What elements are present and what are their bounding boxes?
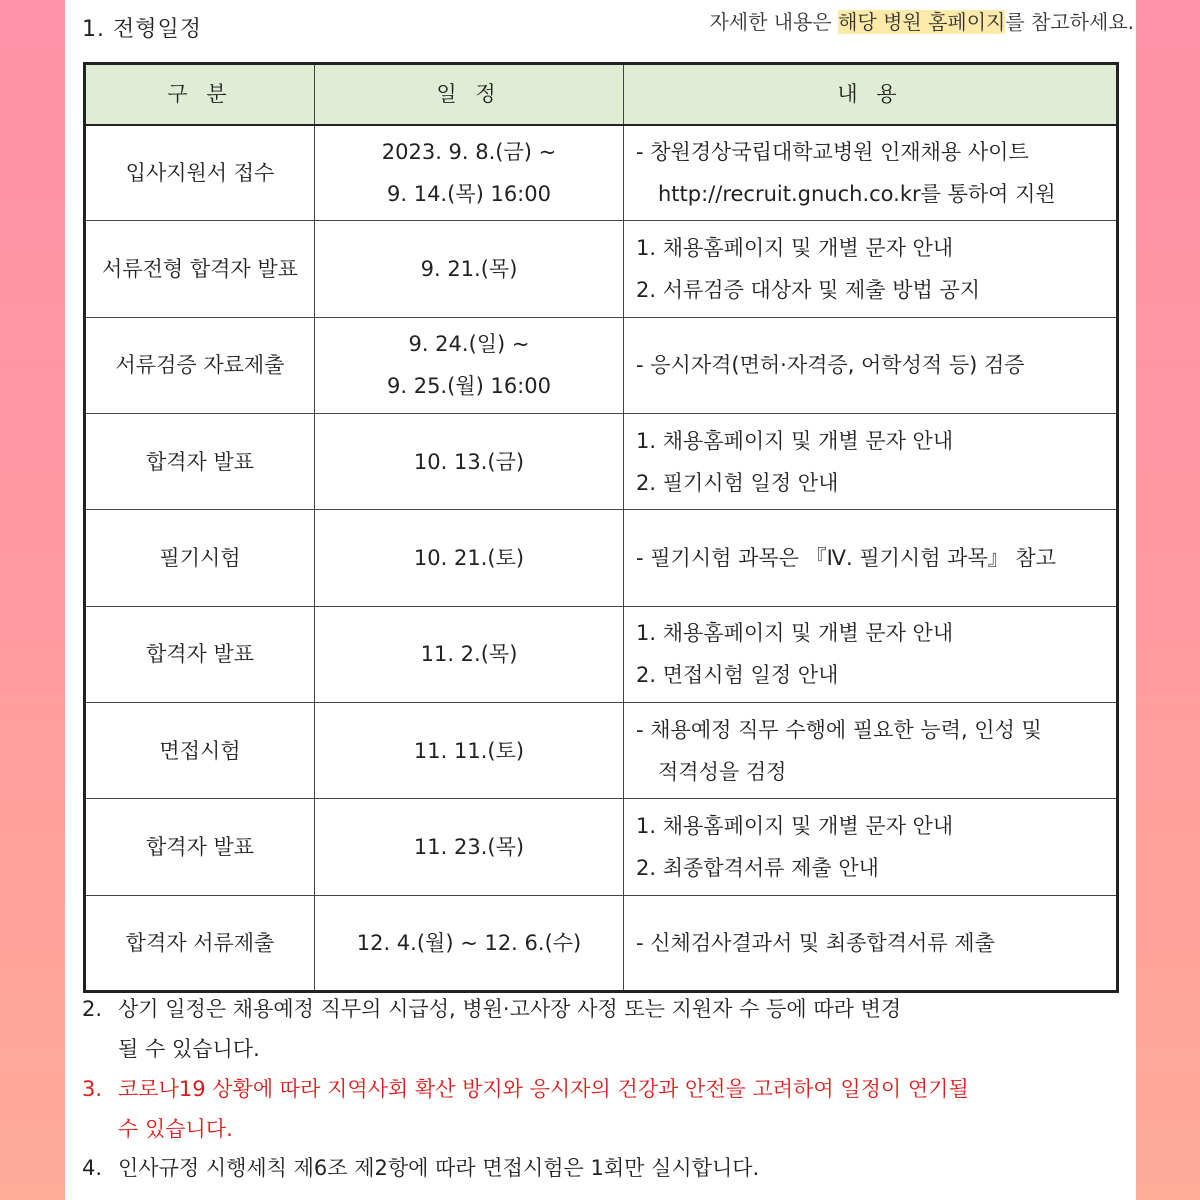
header-category: 구 분 (85, 64, 315, 125)
table-row (85, 510, 1118, 606)
detail-line: - 창원경상국립대학교병원 인재채용 사이트 (636, 139, 1029, 164)
footnote-number: 2. (82, 997, 103, 1021)
detail-line: 1. 채용홈페이지 및 개별 문자 안내 (636, 813, 954, 838)
footnote-4 (82, 1148, 1116, 1188)
stage-cell: 서류검증 자료제출 (85, 317, 315, 413)
detail-line: 1. 채용홈페이지 및 개별 문자 안내 (636, 235, 954, 260)
table-row (85, 413, 1118, 509)
date-line: 9. 14.(목) 16:00 (387, 181, 551, 206)
detail-line: 1. 채용홈페이지 및 개별 문자 안내 (636, 428, 954, 453)
detail-cell: - 신체검사결과서 및 최종합격서류 제출 (624, 895, 1118, 991)
date-cell (315, 317, 624, 413)
table-header-row (85, 64, 1118, 125)
detail-line: 2. 서류검증 대상자 및 제출 방법 공지 (636, 277, 981, 302)
footnote-text: 수 있습니다. (118, 1117, 233, 1141)
detail-line: 2. 필기시험 일정 안내 (636, 470, 839, 495)
footnote-2 (82, 989, 1116, 1069)
table-row (85, 799, 1118, 895)
detail-line: 적격성을 검정 (658, 759, 787, 784)
table-row (85, 221, 1118, 317)
date-line: 9. 25.(월) 16:00 (387, 374, 551, 399)
stage-cell: 입사지원서 접수 (85, 125, 315, 221)
footnote-text: 상기 일정은 채용예정 직무의 시급성, 병원·고사장 사정 또는 지원자 수 등에 따라 변경 (118, 997, 902, 1021)
document-page (65, 0, 1136, 1200)
footnote-text: 인사규정 시행세칙 제6조 제2항에 따라 면접시험은 1회만 실시합니다. (118, 1156, 760, 1180)
stage-cell: 합격자 발표 (85, 799, 315, 895)
footnote-number: 3. (82, 1077, 103, 1101)
detail-line: 1. 채용홈페이지 및 개별 문자 안내 (636, 621, 954, 646)
date-cell: 12. 4.(월) ~ 12. 6.(수) (315, 895, 624, 991)
date-cell: 11. 2.(목) (315, 606, 624, 702)
detail-cell (624, 413, 1118, 509)
detail-line: - 채용예정 직무 수행에 필요한 능력, 인성 및 (636, 717, 1042, 742)
footnote-number: 4. (82, 1156, 103, 1180)
stage-cell: 합격자 발표 (85, 606, 315, 702)
stage-cell: 필기시험 (85, 510, 315, 606)
date-cell: 9. 21.(목) (315, 221, 624, 317)
stage-cell: 면접시험 (85, 702, 315, 798)
homepage-note (709, 6, 1134, 35)
detail-cell (624, 125, 1118, 221)
table-row (85, 702, 1118, 798)
note-before: 자세한 내용은 (709, 10, 839, 34)
detail-line: http://recruit.gnuch.co.kr를 통하여 지원 (658, 181, 1056, 206)
stage-cell: 서류전형 합격자 발표 (85, 221, 315, 317)
detail-cell (624, 702, 1118, 798)
table-row (85, 606, 1118, 702)
detail-cell (624, 606, 1118, 702)
stage-cell: 합격자 발표 (85, 413, 315, 509)
date-cell: 11. 11.(토) (315, 702, 624, 798)
stage-cell: 합격자 서류제출 (85, 895, 315, 991)
date-cell (315, 125, 624, 221)
table-row (85, 895, 1118, 991)
detail-line: 2. 최종합격서류 제출 안내 (636, 855, 879, 880)
footnote-3 (82, 1069, 1116, 1149)
date-cell: 11. 23.(목) (315, 799, 624, 895)
date-cell: 10. 21.(토) (315, 510, 624, 606)
detail-cell: - 응시자격(면허·자격증, 어학성적 등) 검증 (624, 317, 1118, 413)
detail-cell: - 필기시험 과목은 『Ⅳ. 필기시험 과목』 참고 (624, 510, 1118, 606)
detail-cell (624, 221, 1118, 317)
detail-cell (624, 799, 1118, 895)
note-after: 를 참고하세요. (1005, 10, 1134, 34)
date-cell: 10. 13.(금) (315, 413, 624, 509)
detail-line: 2. 면접시험 일정 안내 (636, 663, 839, 688)
note-highlight: 해당 병원 홈페이지 (838, 10, 1006, 34)
table-row (85, 125, 1118, 221)
header-content: 내 용 (624, 64, 1118, 125)
schedule-table (83, 62, 1119, 993)
header-schedule: 일 정 (315, 64, 624, 125)
footnote-text: 될 수 있습니다. (118, 1037, 260, 1061)
section-title: 1. 전형일정 (82, 17, 202, 42)
footnote-text: 코로나19 상황에 따라 지역사회 확산 방지와 응시자의 건강과 안전을 고려하여 일정이 연기될 (118, 1077, 969, 1101)
table-row (85, 317, 1118, 413)
date-line: 2023. 9. 8.(금) ~ (381, 139, 557, 164)
date-line: 9. 24.(일) ~ (408, 332, 530, 357)
